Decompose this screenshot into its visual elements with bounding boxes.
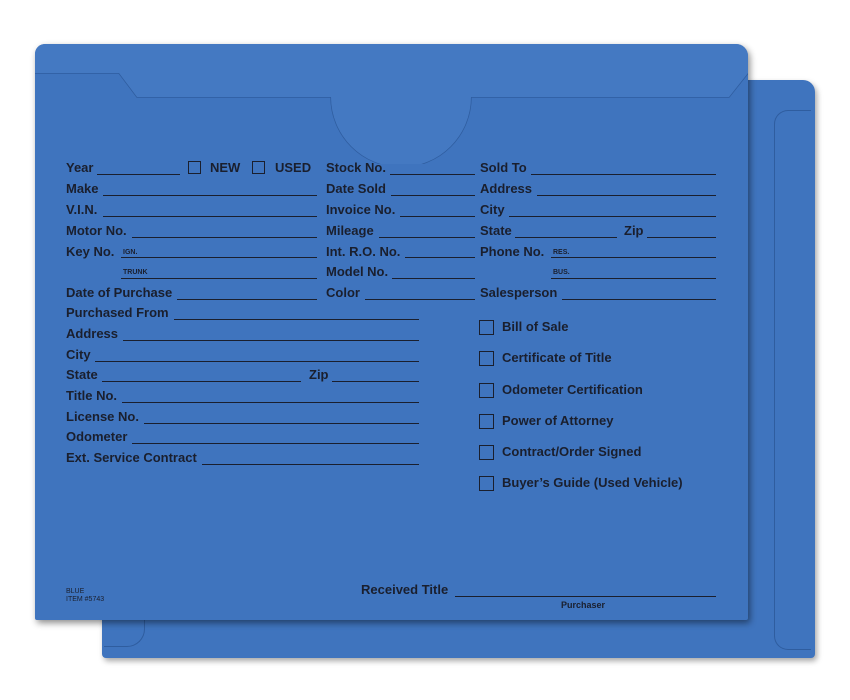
seller-address-label: Address xyxy=(66,326,119,341)
sold-to-field[interactable] xyxy=(531,174,716,175)
buyer-state-label: State xyxy=(480,223,512,238)
mileage-label: Mileage xyxy=(326,223,374,238)
color-code-text: BLUE xyxy=(66,588,85,595)
item-code-text: ITEM #5743 xyxy=(66,596,105,603)
year-label: Year xyxy=(66,160,94,175)
stock-no-field[interactable] xyxy=(390,174,475,175)
checklist-checkbox[interactable] xyxy=(479,351,494,366)
phone-res-field[interactable] xyxy=(551,257,716,258)
seller-state-label: State xyxy=(66,367,98,382)
int-ro-no-label: Int. R.O. No. xyxy=(326,244,401,259)
odometer-field[interactable] xyxy=(132,443,419,444)
key-no-label: Key No. xyxy=(66,244,115,259)
key-ign-field[interactable] xyxy=(121,257,317,258)
bus-label: BUS. xyxy=(553,269,570,276)
ext-service-contract-label: Ext. Service Contract xyxy=(66,450,197,465)
seller-city-field[interactable] xyxy=(95,361,419,362)
received-title-label: Received Title xyxy=(361,582,449,597)
model-no-field[interactable] xyxy=(392,278,475,279)
new-checkbox[interactable] xyxy=(188,161,201,174)
invoice-no-field[interactable] xyxy=(400,216,475,217)
vin-field[interactable] xyxy=(103,216,317,217)
checklist-checkbox[interactable] xyxy=(479,320,494,335)
license-no-label: License No. xyxy=(66,409,139,424)
purchased-from-field[interactable] xyxy=(174,319,419,320)
phone-no-label: Phone No. xyxy=(480,244,545,259)
checklist-item-label: Bill of Sale xyxy=(502,319,569,334)
sold-to-label: Sold To xyxy=(480,160,527,175)
color-field[interactable] xyxy=(365,299,475,300)
trunk-label: TRUNK xyxy=(123,269,148,276)
checklist-item-label: Certificate of Title xyxy=(502,350,612,365)
folder-back-fold xyxy=(774,110,811,650)
vin-label: V.I.N. xyxy=(66,202,98,217)
folder-front-panel xyxy=(35,44,748,620)
date-of-purchase-field[interactable] xyxy=(177,299,317,300)
year-field[interactable] xyxy=(97,174,180,175)
model-no-label: Model No. xyxy=(326,264,389,279)
salesperson-label: Salesperson xyxy=(480,285,558,300)
title-no-label: Title No. xyxy=(66,388,118,403)
license-no-field[interactable] xyxy=(144,423,419,424)
new-label: NEW xyxy=(210,160,241,175)
date-of-purchase-label: Date of Purchase xyxy=(66,285,173,300)
buyer-address-field[interactable] xyxy=(537,195,716,196)
purchased-from-label: Purchased From xyxy=(66,305,169,320)
salesperson-field[interactable] xyxy=(562,299,716,300)
phone-bus-field[interactable] xyxy=(551,278,716,279)
title-no-field[interactable] xyxy=(122,402,419,403)
buyer-zip-field[interactable] xyxy=(647,237,716,238)
checklist-checkbox[interactable] xyxy=(479,445,494,460)
ext-service-contract-field[interactable] xyxy=(202,464,419,465)
key-trunk-field[interactable] xyxy=(121,278,317,279)
seller-city-label: City xyxy=(66,347,91,362)
seller-address-field[interactable] xyxy=(123,340,419,341)
make-field[interactable] xyxy=(103,195,317,196)
date-sold-field[interactable] xyxy=(391,195,475,196)
thumb-cut-pocket xyxy=(35,44,748,164)
buyer-city-label: City xyxy=(480,202,505,217)
int-ro-no-field[interactable] xyxy=(405,257,475,258)
received-title-field[interactable] xyxy=(455,596,716,597)
motor-no-field[interactable] xyxy=(132,237,317,238)
purchaser-label: Purchaser xyxy=(561,600,606,610)
buyer-city-field[interactable] xyxy=(509,216,716,217)
ign-label: IGN. xyxy=(123,249,138,256)
checklist-item-label: Buyer’s Guide (Used Vehicle) xyxy=(502,475,683,490)
buyer-state-field[interactable] xyxy=(515,237,617,238)
checklist-checkbox[interactable] xyxy=(479,476,494,491)
make-label: Make xyxy=(66,181,99,196)
mileage-field[interactable] xyxy=(379,237,475,238)
seller-zip-label: Zip xyxy=(309,367,329,382)
used-label: USED xyxy=(275,160,312,175)
checklist-item-label: Odometer Certification xyxy=(502,382,643,397)
checklist-item-label: Contract/Order Signed xyxy=(502,444,642,459)
odometer-label: Odometer xyxy=(66,429,128,444)
buyer-address-label: Address xyxy=(480,181,533,196)
color-label: Color xyxy=(326,285,360,300)
motor-no-label: Motor No. xyxy=(66,223,127,238)
checklist-checkbox[interactable] xyxy=(479,383,494,398)
date-sold-label: Date Sold xyxy=(326,181,386,196)
buyer-zip-label: Zip xyxy=(624,223,644,238)
seller-zip-field[interactable] xyxy=(332,381,419,382)
stock-no-label: Stock No. xyxy=(326,160,386,175)
used-checkbox[interactable] xyxy=(252,161,265,174)
checklist-item-label: Power of Attorney xyxy=(502,413,614,428)
invoice-no-label: Invoice No. xyxy=(326,202,396,217)
seller-state-field[interactable] xyxy=(102,381,301,382)
res-label: RES. xyxy=(553,249,570,256)
checklist-checkbox[interactable] xyxy=(479,414,494,429)
